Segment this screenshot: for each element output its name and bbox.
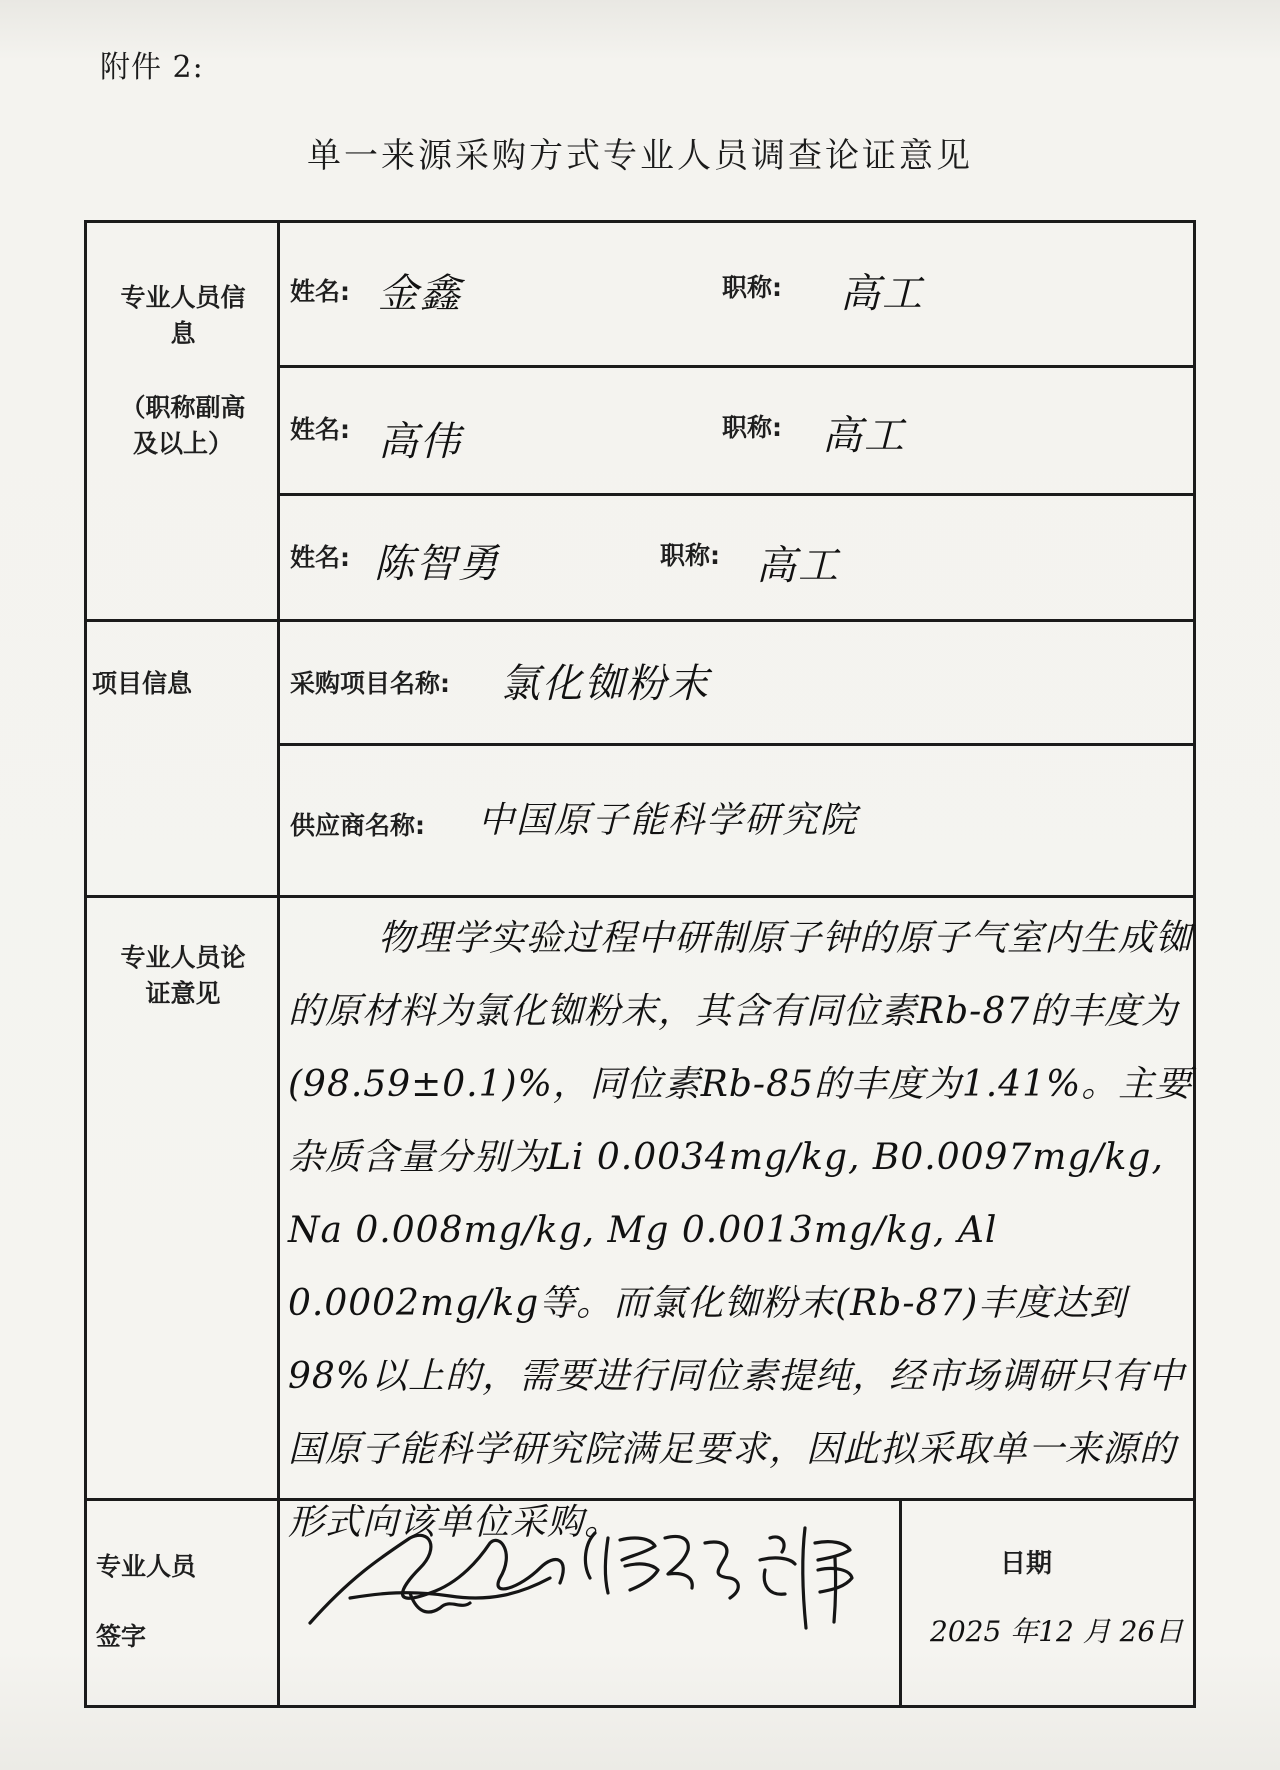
- person-2-title-value: 高工: [822, 413, 906, 459]
- person-2-title-label: 职称:: [722, 413, 782, 442]
- personnel-section-note: [88, 390, 278, 462]
- person-2-name-label: 姓名:: [290, 415, 350, 444]
- supplier-label: 供应商名称:: [290, 811, 425, 840]
- personnel-label-line2: 息: [170, 319, 196, 348]
- project-section-label: 项目信息: [92, 669, 193, 698]
- personnel-label-line1: 专业人员信: [120, 283, 246, 312]
- person-3-name-label: 姓名:: [290, 543, 350, 572]
- person-1-title-label: 职称:: [722, 273, 782, 302]
- person-1-title-value: 高工: [840, 271, 924, 317]
- signature-label-line1: 专业人员: [96, 1552, 197, 1581]
- opinion-label-line1: 专业人员论: [120, 943, 246, 972]
- person-1-name-label: 姓名:: [290, 277, 350, 306]
- opinion-text: [288, 902, 1193, 1543]
- person-3-name-value: 陈智勇: [374, 541, 500, 587]
- opinion-section-label: [88, 940, 278, 1012]
- date-label: 日期: [1000, 1549, 1053, 1579]
- signature-section-label: [96, 1532, 196, 1672]
- handwritten-signatures: [290, 1498, 880, 1648]
- project-item-label: 采购项目名称:: [290, 669, 450, 698]
- person-1-name-value: 金鑫: [378, 271, 462, 317]
- person-3-title-value: 高工: [756, 543, 840, 589]
- document-title: 单一来源采购方式专业人员调查论证意见: [307, 136, 973, 176]
- opinion-paragraph: 物理学实验过程中研制原子钟的原子气室内生成铷的原材料为氯化铷粉末，其含有同位素Rb-87的丰度为(98.59±0.1)%，同位素Rb-85的丰度为1.41%。主要杂质含量分别为Li 0.0034mg/kg, B0.0097mg/kg, Na 0.008mg/kg, Mg 0.0013mg/kg, Al 0.0002mg/kg等。而氯化铷粉末(Rb-87)丰度达到98%以上的，需要进行同位素提纯，经市场调研只有中国原子能科学研究院满足要求，因此拟采取单一来源的形式向该单位采购。: [288, 918, 1193, 1543]
- person-2-name-value: 高伟: [378, 419, 462, 465]
- row-divider-project: [277, 743, 1193, 746]
- row-divider-person-1: [277, 365, 1193, 368]
- row-divider-personnel: [87, 619, 1193, 622]
- supplier-value: 中国原子能科学研究院: [478, 800, 859, 841]
- signature-label-line2: 签字: [96, 1622, 147, 1651]
- personnel-note-line2: 及以上）: [132, 429, 233, 458]
- personnel-section-label: [88, 280, 278, 352]
- attachment-label: 附件 2:: [100, 50, 204, 85]
- row-divider-person-2: [277, 493, 1193, 496]
- project-item-value: 氯化铷粉末: [500, 661, 710, 707]
- personnel-note-line1: （职称副高: [120, 393, 246, 422]
- row-divider-project-end: [87, 895, 1193, 898]
- opinion-label-line2: 证意见: [145, 979, 221, 1008]
- date-value: 2025 年12 月 26日: [930, 1615, 1184, 1648]
- person-3-title-label: 职称:: [660, 541, 720, 570]
